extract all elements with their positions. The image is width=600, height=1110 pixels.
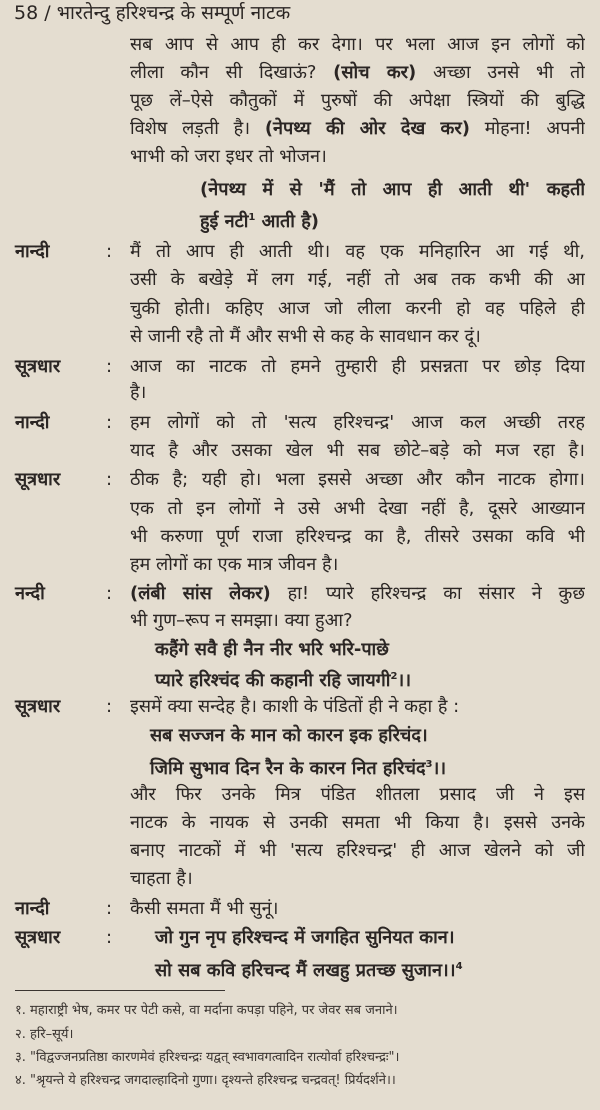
stage-direction: (नेपथ्य में से 'मैं तो आप ही आती थी' कहती xyxy=(200,179,585,200)
text-segment: आती है) xyxy=(261,211,320,232)
footnote-ref: 4 xyxy=(455,961,463,972)
speaker-name: नान्दी xyxy=(15,241,50,262)
speaker-colon: : xyxy=(106,583,113,604)
speaker-name: नन्दी xyxy=(15,583,45,604)
stage-direction: (सोच कर) xyxy=(333,62,417,83)
text-segment: ।। xyxy=(432,758,447,779)
verse-line: सब सज्जन के मान को कारन इक हरिचंद। xyxy=(150,725,428,746)
footnote: ३. "विद्वज्जनप्रतिष्ठा कारणमेवं हरिश्चन्द्रः यद्वत् स्वभावगत्वादिन रात्योर्वा हरिश्चन्द्रः"। xyxy=(15,1050,400,1065)
book-title: भारतेन्दु हरिश्चन्द्र के सम्पूर्ण नाटक xyxy=(56,2,291,24)
verse-line xyxy=(155,954,585,984)
stage-direction: (लंबी सांस लेकर) xyxy=(130,583,271,604)
text-line: याद है और उसका खेल भी सब छोटे–बड़े को मज रहा है। xyxy=(130,440,585,461)
text-line: चाहता है। xyxy=(130,868,193,889)
text-line: हम लोगों को तो 'सत्य हरिश्चन्द्र' आज कल अच्छी तरह xyxy=(130,412,585,433)
speaker-colon: : xyxy=(106,469,113,490)
text-segment: लीला कौन सी दिखाऊं? xyxy=(130,62,317,83)
text-segment: हुई नटी xyxy=(200,211,249,232)
verse-line: जो गुन नृप हरिश्चन्द में जगहित सुनियत कान। xyxy=(155,927,455,948)
text-segment: हा! प्यारे हरिश्चन्द्र का संसार ने कुछ xyxy=(287,583,585,604)
speaker-name: सूत्रधार xyxy=(15,356,61,377)
speaker-colon: : xyxy=(106,927,113,948)
text-line: ठीक है; यही हो। भला इससे अच्छा और कौन नाटक होगा। xyxy=(130,469,585,490)
text-line: एक तो इन लोगों ने उसे अभी देखा नहीं है, दूसरे आख्यान xyxy=(130,498,585,519)
text-line: बनाए नाटकों में भी 'सत्य हरिश्चन्द्र' ही आज खेलने को जी xyxy=(130,840,585,861)
page-number: 58 xyxy=(14,2,39,24)
text-line: हम लोगों का एक मात्र जीवन है। xyxy=(130,554,339,575)
text-line: भाभी को जरा इधर तो भोजन। xyxy=(130,146,327,167)
text-segment: सो सब कवि हरिचन्द मैं लखहु प्रतच्छ सुजान।। xyxy=(155,960,456,981)
text-line: इसमें क्या सन्देह है। काशी के पंडितों ही ने कहा है : xyxy=(130,696,460,717)
speaker-name: नान्दी xyxy=(15,412,50,433)
text-line xyxy=(130,116,585,142)
text-line xyxy=(130,581,585,607)
stage-direction: (नेपथ्य की ओर देख कर) xyxy=(264,118,470,139)
speaker-name: सूत्रधार xyxy=(15,469,61,490)
text-line: चुकी होती। कहिए आज जो लीला करनी हो वह पहिले ही xyxy=(130,298,585,319)
text-segment: अच्छा उनसे भी तो xyxy=(432,62,585,83)
text-line xyxy=(130,60,585,86)
speaker-colon: : xyxy=(106,412,113,433)
text-segment: विशेष लड़ती है। xyxy=(130,118,251,139)
text-line: पूछ लें–ऐसे कौतुकों में पुरुषों की अपेक्षा स्त्रियों की बुद्धि xyxy=(130,90,585,111)
text-segment: मोहना! अपनी xyxy=(484,118,585,139)
footnote: १. महाराष्ट्री भेष, कमर पर पेटी कसे, वा मर्दाना कपड़ा पहिने, पर जेवर सब जनाने। xyxy=(15,1003,398,1018)
text-line: से जानी रहै तो मैं और सभी से कह के सावधान कर दूं। xyxy=(130,326,481,347)
speaker-name: सूत्रधार xyxy=(15,927,61,948)
text-line: उसी के बखेड़े में लग गई, नहीं तो अब तक कभी की आ xyxy=(130,269,585,290)
footnote-ref: 3 xyxy=(425,759,433,770)
text-line: मैं तो आप ही आती थी। वह एक मनिहारिन आ गई थी, xyxy=(130,241,585,262)
text-segment: ।। xyxy=(397,670,412,691)
verse-line xyxy=(155,664,585,694)
speaker-colon: : xyxy=(106,356,113,377)
text-line: आज का नाटक तो हमने तुम्हारी ही प्रसन्नता पर छोड़ दिया xyxy=(130,356,585,377)
footnote-ref: 1 xyxy=(248,212,256,223)
footnote: २. हरि–सूर्य। xyxy=(15,1027,74,1042)
text-segment: प्यारे हरिश्चंद की कहानी रहि जायगी xyxy=(155,670,391,691)
text-line: है। xyxy=(130,382,147,403)
text-line: भी गुण–रूप न समझा। क्या हुआ? xyxy=(130,610,353,631)
speaker-colon: : xyxy=(106,898,113,919)
speaker-colon: : xyxy=(106,696,113,717)
text-line: नाटक के नायक से उनकी समता भी किया है। इससे उनके xyxy=(130,812,585,833)
running-header xyxy=(14,0,290,26)
speaker-name: सूत्रधार xyxy=(15,696,61,717)
header-separator: / xyxy=(44,2,51,24)
speaker-name: नान्दी xyxy=(15,898,50,919)
text-line: सब आप से आप ही कर देगा। पर भला आज इन लोगों को xyxy=(130,34,585,55)
stage-direction xyxy=(200,205,585,235)
footnote-ref: 2 xyxy=(390,671,398,682)
text-segment: जिमि सुभाव दिन रैन के कारन नित हरिचंद xyxy=(150,758,426,779)
text-line: और फिर उनके मित्र पंडित शीतला प्रसाद जी ने इस xyxy=(130,784,585,805)
verse-line: कहैंगे सवै ही नैन नीर भरि भरि-पाछे xyxy=(155,639,389,660)
verse-line xyxy=(150,752,580,782)
speaker-colon: : xyxy=(106,241,113,262)
footnote: ४. "श्रृयन्ते ये हरिश्चन्द्र जगदाल्हादिनो गुणा। दृश्यन्ते हरिश्चन्द्र चन्द्रवत्! प्रिर्यदर्शने।। xyxy=(15,1073,396,1088)
text-line: भी करुणा पूर्ण राजा हरिश्चन्द्र का है, तीसरे उसका कवि भी xyxy=(130,526,585,547)
footnote-divider xyxy=(15,990,225,991)
text-line: कैसी समता मैं भी सुनूं। xyxy=(130,898,279,919)
